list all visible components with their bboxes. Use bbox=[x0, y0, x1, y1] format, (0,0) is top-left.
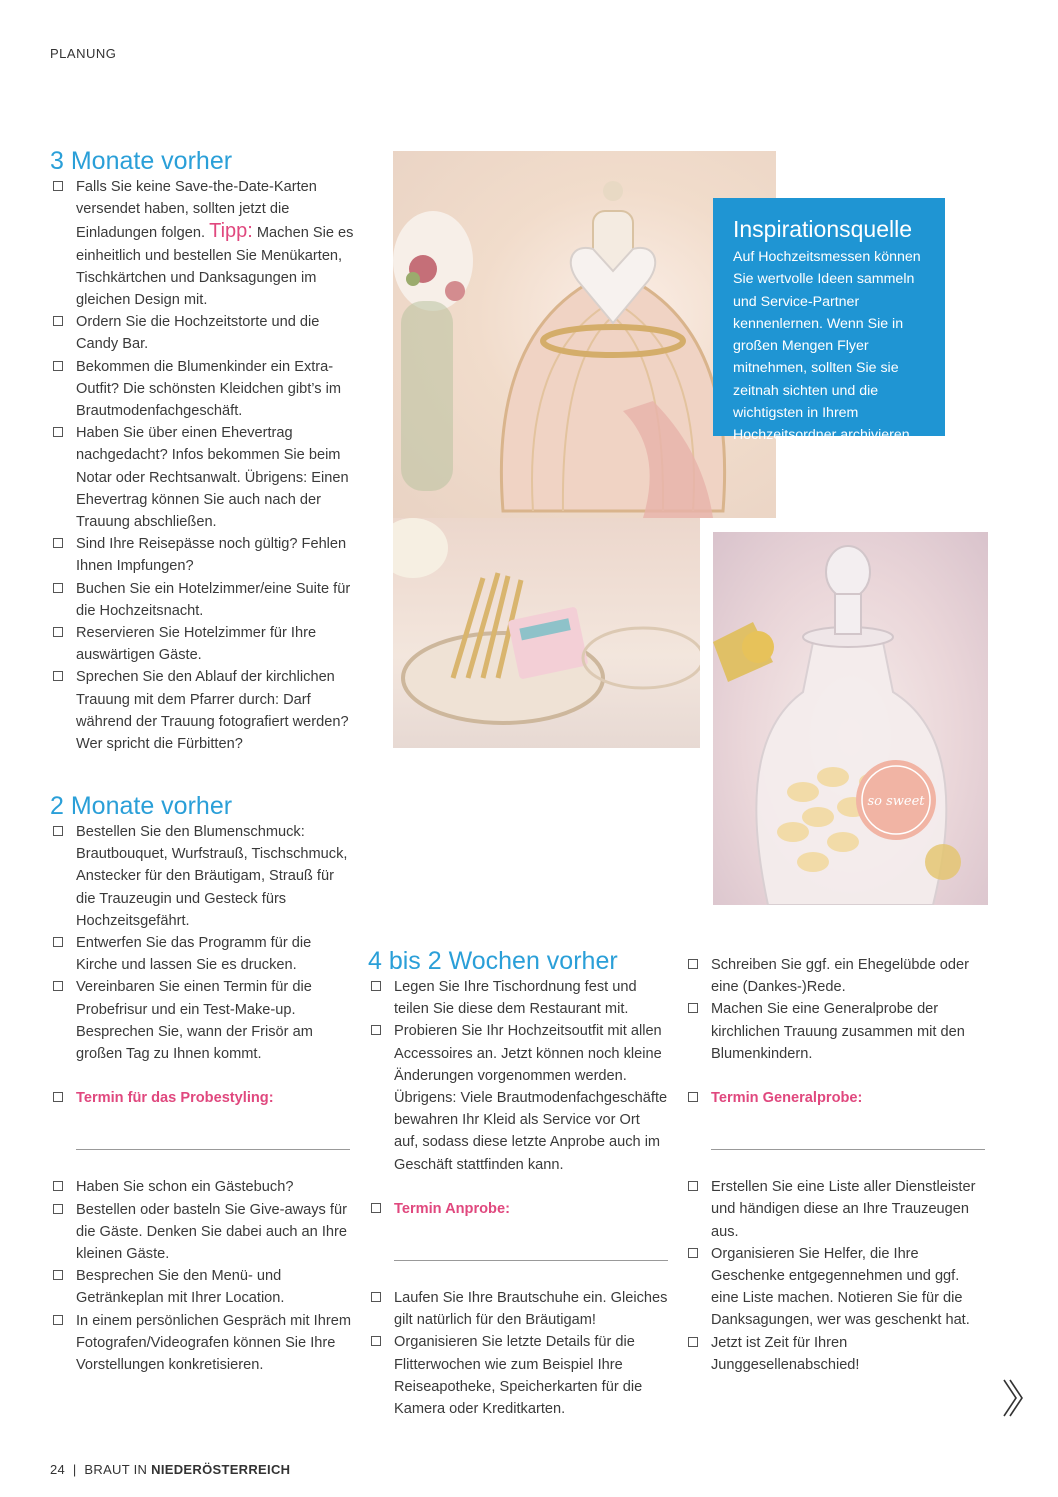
list-item: Jetzt ist Zeit für Ihren Junggesellenabschied! bbox=[685, 1332, 985, 1376]
termin-anprobe: Termin Anprobe: bbox=[368, 1198, 668, 1220]
footer-separator: | bbox=[72, 1462, 77, 1477]
checkbox[interactable] bbox=[53, 627, 63, 637]
list-item: Vereinbaren Sie einen Termin für die Probefrisur und ein Test-Make-up. Besprechen Sie, wann der Frisör am großen Tag zu Ihnen kommt. bbox=[50, 976, 355, 1065]
list-item: Haben Sie schon ein Gästebuch? bbox=[50, 1176, 355, 1198]
heading-3-months: 3 Monate vorher bbox=[50, 147, 233, 175]
checklist-2-months-more bbox=[50, 1176, 355, 1376]
list-item: Sind Ihre Reisepässe noch gültig? Fehlen Ihnen Impfungen? bbox=[50, 533, 355, 577]
list-item: Bekommen die Blumenkinder ein Extra-Outfit? Die schönsten Kleidchen gibt’s im Brautmodenfachgeschäft. bbox=[50, 356, 355, 423]
checkbox[interactable] bbox=[53, 361, 63, 371]
checkbox[interactable] bbox=[371, 981, 381, 991]
next-page-icon[interactable] bbox=[1002, 1378, 1024, 1418]
checklist-col3 bbox=[685, 954, 985, 1065]
list-item: Sprechen Sie den Ablauf der kirchlichen Trauung mit dem Pfarrer durch: Darf während der Trauung fotografiert werden? Wer spricht die Fürbitten? bbox=[50, 666, 355, 755]
candy-jar-illustration bbox=[713, 532, 988, 905]
basket-illustration bbox=[393, 518, 700, 748]
photo-basket bbox=[393, 518, 700, 748]
heading-2-months: 2 Monate vorher bbox=[50, 792, 233, 820]
list-item: Probieren Sie Ihr Hochzeitsoutfit mit allen Accessoires an. Jetzt können noch kleine Änderungen vorgenommen werden. Übrigens: Viele Brautmodenfachgeschäfte bewahren Ihr Kleid als Service vor Ort auf, sodass diese letzte Anprobe auch im Geschäft stattfinden kann. bbox=[368, 1020, 668, 1175]
list-item: Falls Sie keine Save-the-Date-Karten versendet haben, sollten jetzt die Einladungen folgen. Tipp: Machen Sie es einheitlich und bestellen Sie Menükarten, Tischkärtchen und Danksagungen im gleichen Design mit. bbox=[50, 176, 355, 311]
list-item: Bestellen oder basteln Sie Give-aways für die Gäste. Denken Sie dabei auch an Ihre kleinen Gäste. bbox=[50, 1199, 355, 1266]
column-1-lower bbox=[50, 791, 355, 1376]
checklist-2-months bbox=[50, 821, 355, 1065]
checkbox[interactable] bbox=[688, 1003, 698, 1013]
footer bbox=[50, 1462, 290, 1477]
list-item: Schreiben Sie ggf. ein Ehegelübde oder eine (Dankes-)Rede. bbox=[685, 954, 985, 998]
checkbox[interactable] bbox=[688, 1181, 698, 1191]
checkbox[interactable] bbox=[53, 1204, 63, 1214]
magazine-region: NIEDERÖSTERREICH bbox=[151, 1462, 291, 1477]
checkbox[interactable] bbox=[53, 181, 63, 191]
checkbox[interactable] bbox=[688, 1337, 698, 1347]
list-item: Besprechen Sie den Menü- und Getränkeplan mit Ihrer Location. bbox=[50, 1265, 355, 1309]
info-box-title: Inspirationsquelle bbox=[733, 216, 913, 242]
checkbox[interactable] bbox=[53, 538, 63, 548]
list-item: Laufen Sie Ihre Brautschuhe ein. Gleiches gilt natürlich für den Bräutigam! bbox=[368, 1287, 668, 1331]
column-1 bbox=[50, 146, 355, 755]
column-3 bbox=[685, 954, 985, 1376]
checkbox[interactable] bbox=[53, 427, 63, 437]
checkbox[interactable] bbox=[53, 316, 63, 326]
page-number: 24 bbox=[50, 1462, 66, 1477]
checkbox[interactable] bbox=[371, 1025, 381, 1035]
checklist-3-months bbox=[50, 176, 355, 755]
write-in-line[interactable] bbox=[711, 1149, 985, 1150]
list-item: Machen Sie eine Generalprobe der kirchlichen Trauung zusammen mit den Blumenkindern. bbox=[685, 998, 985, 1065]
checkbox[interactable] bbox=[53, 671, 63, 681]
checkbox[interactable] bbox=[371, 1292, 381, 1302]
info-box-text: Auf Hochzeitsmessen können Sie wertvolle Ideen sammeln und Service-Partner kennenlernen. Wenn Sie in großen Mengen Flyer mitnehmen, sollten Sie sie zeitnah sichten und die wichtigsten in Ihrem Hochzeitsordner archivieren. bbox=[733, 249, 921, 444]
list-item: Buchen Sie ein Hotelzimmer/eine Suite für die Hochzeitsnacht. bbox=[50, 578, 355, 622]
list-item: Organisieren Sie letzte Details für die Flitterwochen wie zum Beispiel Ihre Reiseapotheke, Speicherkarten für die Kamera oder Kreditkarten. bbox=[368, 1331, 668, 1420]
tipp-text: Machen Sie es einheitlich und bestellen Sie Menükarten, Tischkärtchen und Danksagungen im gleichen Design mit. bbox=[76, 225, 354, 309]
checkbox[interactable] bbox=[53, 1315, 63, 1325]
write-in-line[interactable] bbox=[76, 1149, 350, 1150]
checkbox[interactable] bbox=[53, 937, 63, 947]
checklist-4-2-weeks bbox=[368, 976, 668, 1176]
tipp-label: Tipp: bbox=[209, 220, 253, 243]
checkbox[interactable] bbox=[53, 1092, 63, 1102]
list-item: In einem persönlichen Gespräch mit Ihrem Fotografen/Videografen können Sie Ihre Vorstellungen konkretisieren. bbox=[50, 1310, 355, 1377]
column-2 bbox=[368, 946, 668, 1420]
checkbox[interactable] bbox=[53, 981, 63, 991]
checklist-4-2-weeks-more bbox=[368, 1287, 668, 1420]
list-item: Reservieren Sie Hotelzimmer für Ihre auswärtigen Gäste. bbox=[50, 622, 355, 666]
checkbox[interactable] bbox=[688, 1092, 698, 1102]
list-item: Entwerfen Sie das Programm für die Kirche und lassen Sie es drucken. bbox=[50, 932, 355, 976]
checkbox[interactable] bbox=[371, 1336, 381, 1346]
list-item: Bestellen Sie den Blumenschmuck: Brautbouquet, Wurfstrauß, Tischschmuck, Anstecker für den Bräutigam, Strauß für die Trauzeugin und Gesteck fürs Hochzeitsgefährt. bbox=[50, 821, 355, 932]
so-sweet-label: so sweet bbox=[867, 794, 925, 809]
checkbox[interactable] bbox=[53, 583, 63, 593]
list-item: Haben Sie über einen Ehevertrag nachgedacht? Infos bekommen Sie beim Notar oder Rechtsanwalt. Übrigens: Einen Ehevertrag können Sie auch nach der Trauung abschließen. bbox=[50, 422, 355, 533]
checkbox[interactable] bbox=[53, 826, 63, 836]
termin-generalprobe: Termin Generalprobe: bbox=[685, 1087, 985, 1109]
write-in-line[interactable] bbox=[394, 1260, 668, 1261]
list-item: Erstellen Sie eine Liste aller Dienstleister und händigen diese an Ihre Trauzeugen aus. bbox=[685, 1176, 985, 1243]
checklist-col3-more bbox=[685, 1176, 985, 1376]
checkbox[interactable] bbox=[688, 959, 698, 969]
heading-4-2-weeks: 4 bis 2 Wochen vorher bbox=[368, 947, 618, 975]
section-label: PLANUNG bbox=[50, 46, 117, 61]
list-item: Ordern Sie die Hochzeitstorte und die Candy Bar. bbox=[50, 311, 355, 355]
checkbox[interactable] bbox=[688, 1248, 698, 1258]
magazine-prefix: BRAUT IN bbox=[84, 1462, 148, 1477]
termin-probestyling: Termin für das Probestyling: bbox=[50, 1087, 355, 1109]
photo-candy-jar bbox=[713, 532, 988, 905]
list-item: Legen Sie Ihre Tischordnung fest und teilen Sie diese dem Restaurant mit. bbox=[368, 976, 668, 1020]
checkbox[interactable] bbox=[371, 1203, 381, 1213]
checkbox[interactable] bbox=[53, 1181, 63, 1191]
info-box bbox=[713, 198, 945, 444]
list-item: Organisieren Sie Helfer, die Ihre Geschenke entgegennehmen und ggf. eine Liste machen. Notieren Sie für die Danksagungen, wer was geschenkt hat. bbox=[685, 1243, 985, 1332]
checkbox[interactable] bbox=[53, 1270, 63, 1280]
